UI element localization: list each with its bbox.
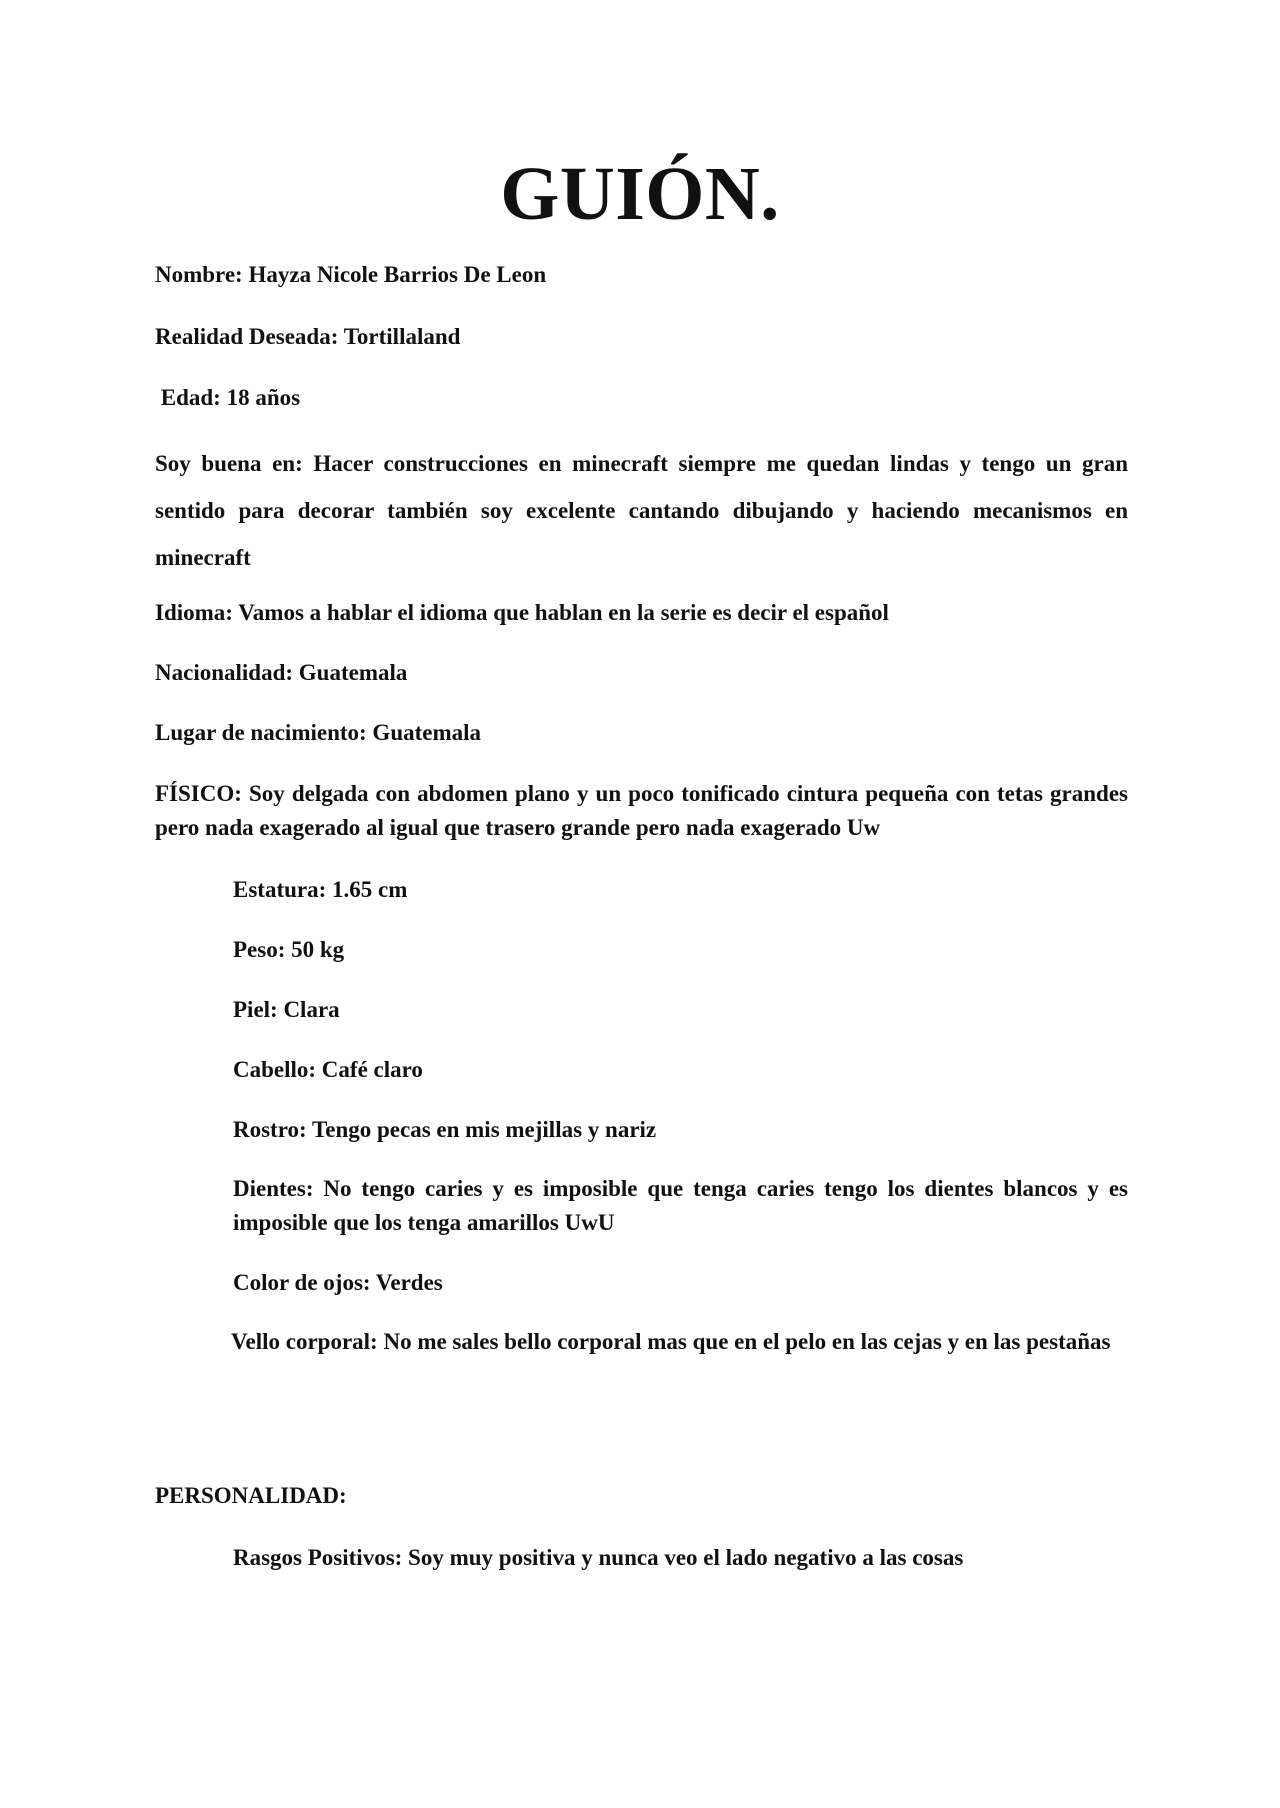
field-rostro: Rostro: Tengo pecas en mis mejillas y nariz: [233, 1117, 657, 1142]
field-fisico: FÍSICO: Soy delgada con abdomen plano y un poco tonificado cintura pequeña con tetas grandes pero nada exagerado al igual que trasero grande pero nada exagerado Uw: [155, 781, 1128, 840]
field-idioma: Idioma: Vamos a hablar el idioma que hablan en la serie es decir el español: [155, 600, 889, 625]
field-vello-corporal: Vello corporal: No me sales bello corporal mas que en el pelo en las cejas y en las pestañas: [231, 1329, 1111, 1354]
document-title: GUIÓN.: [500, 152, 780, 236]
field-lugar-nacimiento: Lugar de nacimiento: Guatemala: [155, 720, 482, 745]
field-piel: Piel: Clara: [233, 997, 340, 1022]
field-dientes: Dientes: No tengo caries y es imposible que tenga caries tengo los dientes blancos y es imposible que los tenga amarillos UwU: [233, 1176, 1128, 1235]
field-cabello: Cabello: Café claro: [233, 1057, 423, 1082]
field-edad: Edad: 18 años: [155, 385, 301, 410]
field-color-ojos: Color de ojos: Verdes: [233, 1270, 443, 1295]
field-peso: Peso: 50 kg: [233, 937, 345, 962]
field-nombre: Nombre: Hayza Nicole Barrios De Leon: [155, 262, 547, 287]
field-realidad-deseada: Realidad Deseada: Tortillaland: [155, 324, 461, 349]
field-nacionalidad: Nacionalidad: Guatemala: [155, 660, 408, 685]
section-heading-personalidad: PERSONALIDAD:: [155, 1483, 347, 1508]
field-soy-buena-en: Soy buena en: Hacer construcciones en minecraft siempre me quedan lindas y tengo un gran sentido para decorar también soy excelente cantando dibujando y haciendo mecanismos en minecraft: [155, 451, 1128, 570]
field-estatura: Estatura: 1.65 cm: [233, 877, 408, 902]
field-rasgos-positivos: Rasgos Positivos: Soy muy positiva y nunca veo el lado negativo a las cosas: [233, 1545, 964, 1570]
